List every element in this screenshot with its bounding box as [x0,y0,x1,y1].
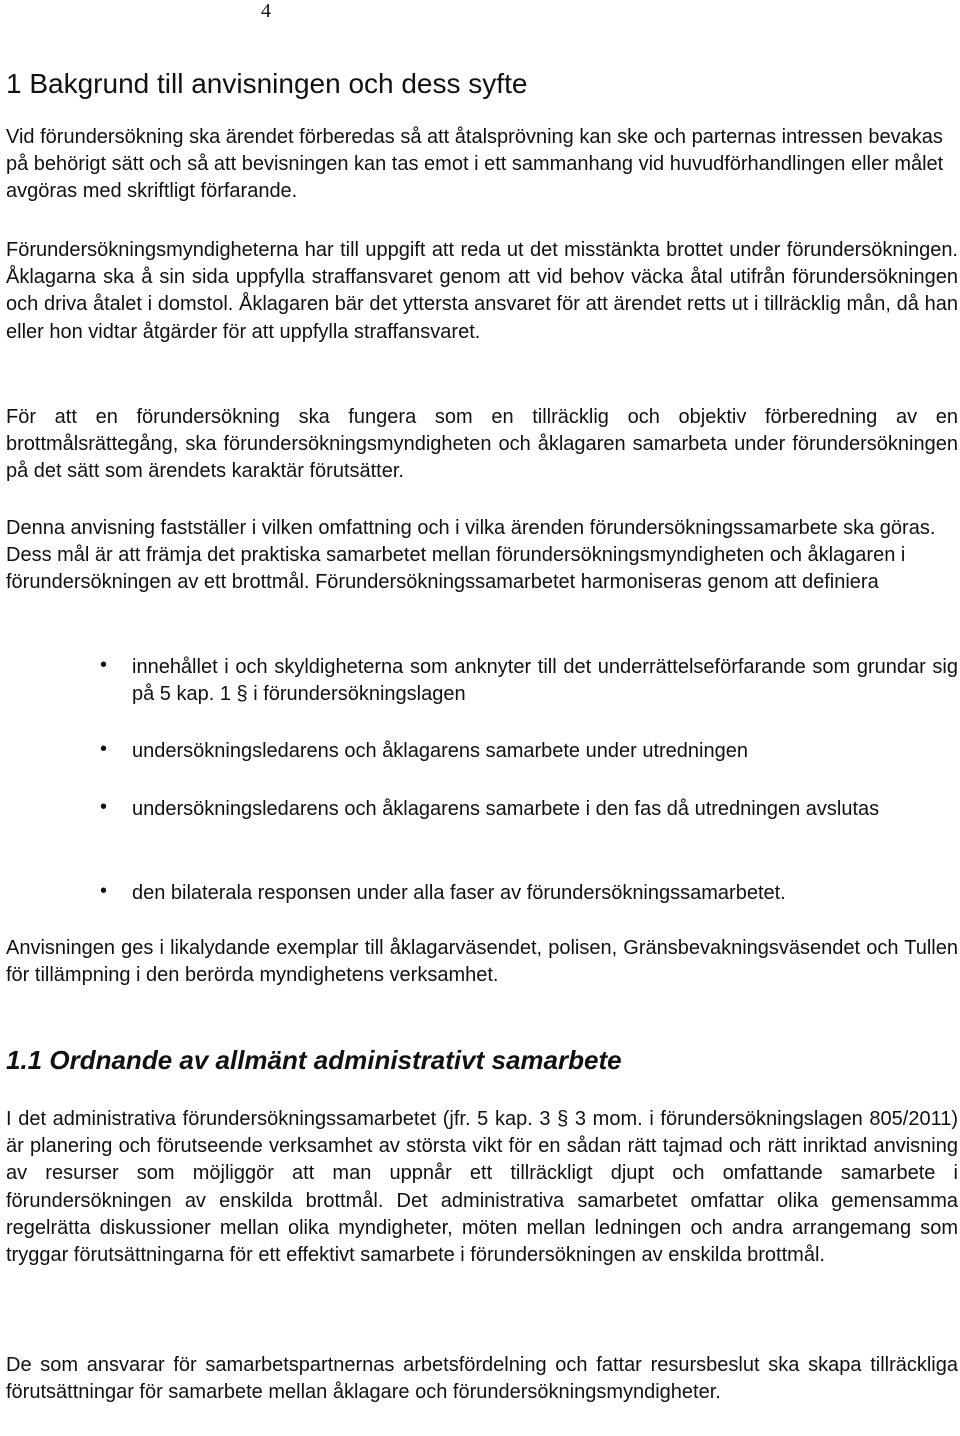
bullet-item: innehållet i och skyldigheterna som anknyter till det underrättelseförfarande som grundar sig på 5 kap. 1 § i förundersökningslagen [132,656,958,706]
paragraph-investigation-purpose: Vid förundersökning ska ärendet förberedas så att åtalsprövning kan ske och parternas intressen bevakas på behörigt sätt och så att bevisningen kan tas emot i ett sammanhang vid huvudförhandlingen eller målet avgöras med skriftligt förfarande. [6,126,944,203]
bullet-marker: • [100,654,108,676]
bullet-item: den bilaterala responsen under alla faser av förundersökningssamarbetet. [132,882,786,904]
bullet-item: undersökningsledarens och åklagarens samarbete i den fas då utredningen avslutas [132,798,880,820]
section-heading: 1 Bakgrund till anvisningen och dess syfte [6,68,528,99]
paragraph-resource-responsibility: De som ansvarar för samarbetspartnernas arbetsfördelning och fattar resursbeslut ska skapa tillräckliga förutsättningar för samarbete mellan åklagare och förundersökningsmyndigheter. [6,1354,958,1404]
bullet-marker: • [100,738,108,760]
paragraph-administrative-cooperation: I det administrativa förundersökningssamarbetet (jfr. 5 kap. 3 § 3 mom. i förundersökningslagen 805/2011) är planering och förutseende verksamhet av största vikt för en sådan rätt tajmad och rätt inriktad anvisning av resurser som möjliggör att man uppnår ett tillräckligt djupt och omfattande samarbete i förundersökningen av enskilda brottmål. Det administrativa samarbetet omfattar olika gemensamma regelrätta diskussioner mellan olika myndigheter, möten mellan ledningen och andra arrangemang som tryggar förutsättningarna för ett effektivt samarbete i förundersökningen av enskilda brottmål. [6,1108,958,1267]
bullet-marker: • [100,880,108,902]
paragraph-instruction-scope: Denna anvisning fastställer i vilken omfattning och i vilka ärenden förundersökningssamarbete ska göras. Dess mål är att främja det praktiska samarbetet mellan förundersökningsmyndigheten och åklagaren i förundersökningen av ett brottmål. Förundersökningssamarbetet harmoniseras genom att definiera [6,517,936,594]
bullet-marker: • [100,796,108,818]
paragraph-distribution: Anvisningen ges i likalydande exemplar till åklagarväsendet, polisen, Gränsbevakningsväsendet och Tullen för tillämpning i den berörda myndighetens verksamhet. [6,937,958,987]
paragraph-cooperation: För att en förundersökning ska fungera som en tillräcklig och objektiv förberedning av en brottmålsrättegång, ska förundersökningsmyndigheten och åklagaren samarbeta under förundersökningen på det sätt som ärendets karaktär förutsätter. [6,406,958,483]
page-number: 4 [261,0,271,22]
paragraph-authorities-roles: Förundersökningsmyndigheterna har till uppgift att reda ut det misstänkta brottet under förundersökningen. Åklagarna ska å sin sida uppfylla straffansvaret genom att vid behov väcka åtal utifrån förundersökningen och driva åtalet i domstol. Åklagaren bär det yttersta ansvaret för att ärendet retts ut i tillräcklig mån, då han eller hon vidtar åtgärder för att uppfylla straffansvaret. [6,239,958,343]
bullet-item: undersökningsledarens och åklagarens samarbete under utredningen [132,740,748,762]
subsection-heading: 1.1 Ordnande av allmänt administrativt samarbete [6,1045,622,1075]
